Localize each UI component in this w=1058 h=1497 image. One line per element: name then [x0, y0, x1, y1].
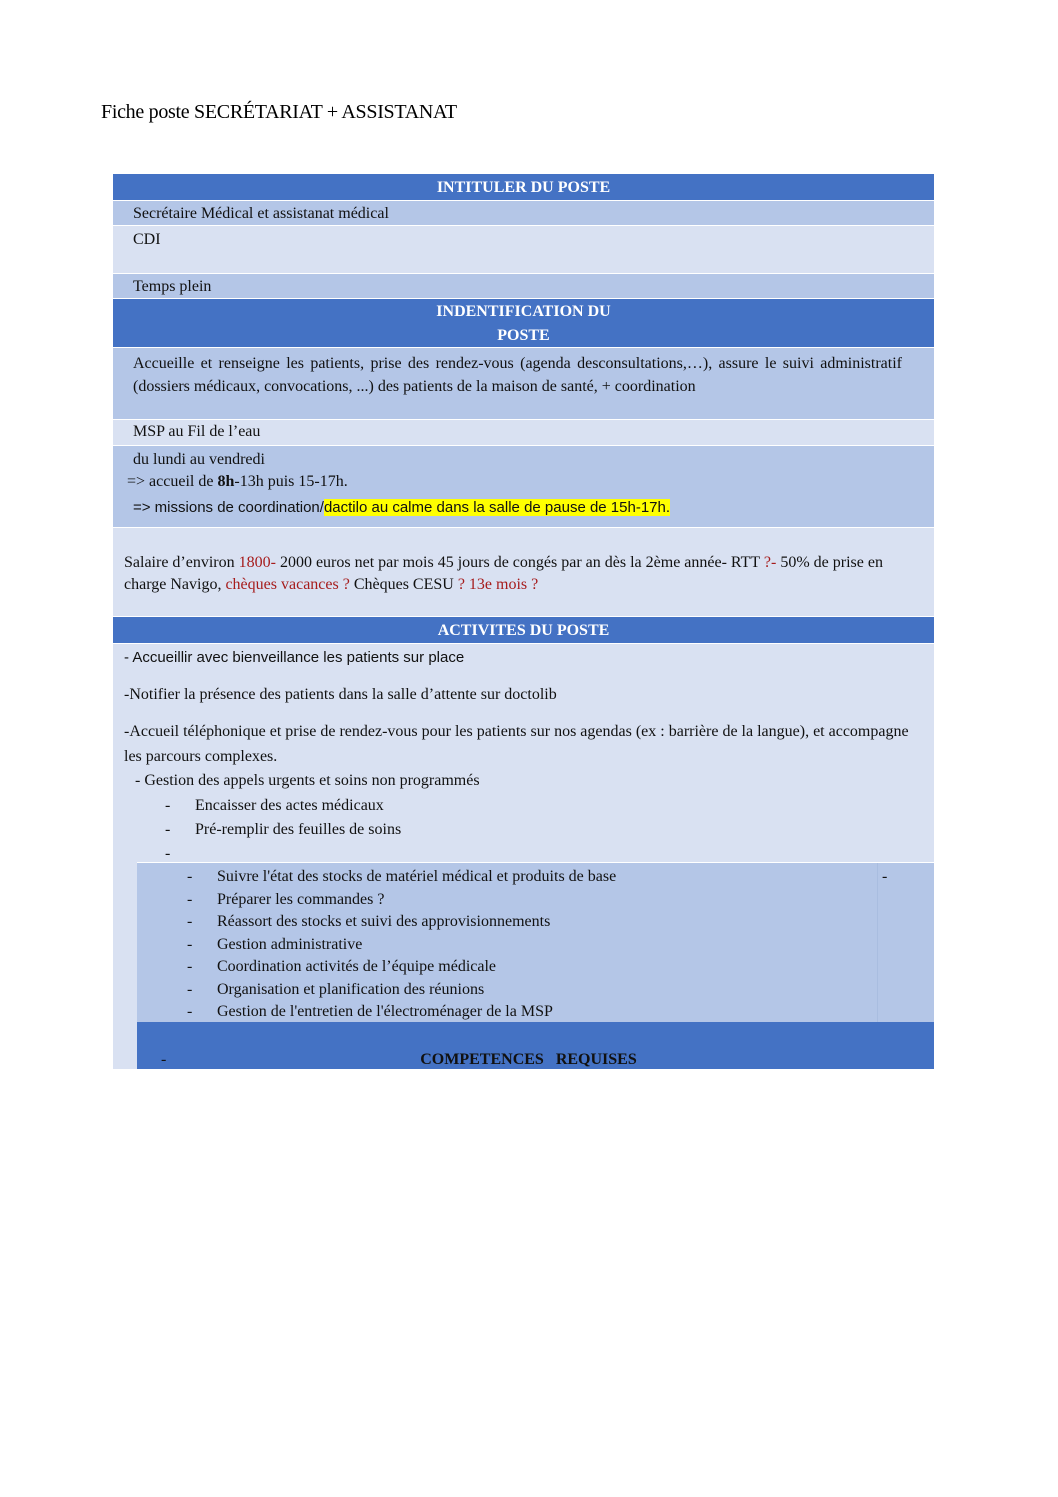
missions-highlight: dactilo au calme dans la salle de pause de 15h-17h.: [323, 499, 671, 516]
dash: -: [187, 935, 193, 953]
inner-item: [187, 979, 616, 1002]
schedule-hours: [127, 471, 934, 493]
inner-column-divider: [877, 863, 878, 1022]
inner-item-label: Organisation et planification des réunions: [217, 980, 485, 998]
salary-p1: Salaire d’environ: [124, 554, 239, 571]
dash: -: [165, 797, 171, 814]
inner-item-label: Réassort des stocks et suivi des approvisionnements: [217, 913, 551, 930]
sub-item-preremplir: [165, 818, 401, 842]
section-header-activites: ACTIVITES DU POSTE: [113, 617, 934, 644]
activities-cell: [113, 644, 934, 1069]
dash: -: [187, 890, 193, 908]
schedule-hours-bold: 8h: [217, 473, 235, 490]
activity-notifier: -Notifier la présence des patients dans la salle d’attente sur doctolib: [124, 686, 557, 703]
document-title: Fiche poste SECRÉTARIAT + ASSISTANAT: [101, 101, 457, 123]
inner-item: [187, 934, 616, 957]
dash: -: [165, 821, 171, 838]
schedule-hours-prefix: => accueil de: [127, 473, 218, 490]
sub-item-encaisser: [165, 794, 384, 818]
contract-cell: CDI: [113, 226, 934, 274]
header-line-1: INDENTIFICATION DU: [436, 303, 611, 320]
inner-item: [187, 866, 616, 889]
activity-accueil-telephonique: -Accueil téléphonique et prise de rendez-vous pour les patients sur nos agendas (ex : barrière de la langue), et accompagne les parcours complexes.: [124, 723, 909, 765]
missions-line: [127, 493, 934, 523]
job-sheet-table: [113, 174, 934, 1069]
missions-prefix: => missions de coordination/: [133, 499, 324, 516]
cesu-13e-mois: ? 13e mois ?: [457, 576, 539, 593]
inner-item: [187, 911, 616, 934]
activity-appels-urgents: - Gestion des appels urgents et soins non programmés: [135, 772, 480, 789]
competences-dash: -: [161, 1051, 167, 1068]
salary-p5: 50% de prise en charge Navigo,: [124, 554, 883, 593]
inner-item: [187, 889, 616, 912]
inner-item-label: Suivre l'état des stocks de matériel médical et produits de base: [217, 868, 617, 885]
inner-item: [187, 956, 616, 979]
sub-item-label: Pré-remplir des feuilles de soins: [195, 821, 402, 838]
empty-dash-item: -: [165, 845, 171, 862]
salary-p7: Chèques CESU: [349, 576, 458, 593]
salary-p3: 2000 euros net par mois 45 jours de congés par an dès la 2ème année- RTT: [275, 554, 764, 571]
job-title-cell: Secrétaire Médical et assistanat médical: [113, 201, 934, 226]
inner-item-label: Coordination activités de l’équipe médicale: [217, 958, 497, 975]
inner-item-label: Gestion administrative: [217, 935, 363, 953]
dash: -: [187, 868, 193, 885]
header-line-2: POSTE: [497, 327, 550, 344]
inner-tasks-table: [137, 862, 934, 1022]
schedule-days: du lundi au vendredi: [133, 451, 265, 468]
dash: -: [187, 1003, 193, 1020]
dash: -: [187, 913, 193, 930]
location-cell: MSP au Fil de l’eau: [113, 420, 934, 446]
inner-right-dash: -: [882, 868, 888, 885]
dash: -: [187, 980, 193, 998]
inner-task-list: [187, 866, 616, 1024]
cheques-vacances: chèques vacances ?: [225, 576, 350, 593]
time-cell: Temps plein: [113, 274, 934, 299]
salary-range-low: 1800-: [238, 554, 276, 571]
inner-item-label: Gestion de l'entretien de l'électroménager de la MSP: [217, 1003, 553, 1020]
activity-accueillir: - Accueillir avec bienveillance les patients sur place: [124, 649, 465, 666]
dash: -: [187, 958, 193, 975]
inner-item-label: Préparer les commandes ?: [217, 890, 385, 908]
schedule-cell: [113, 446, 934, 528]
schedule-hours-suffix: -13h puis 15-17h.: [234, 473, 348, 490]
sub-item-label: Encaisser des actes médicaux: [195, 797, 384, 814]
description-cell: Accueille et renseigne les patients, prise des rendez-vous (agenda desconsultations,…), assure le suivi administratif (dossiers médicaux, convocations, ...) des patients de la maison de santé, + coordination: [113, 348, 934, 420]
section-header-identification: [113, 299, 934, 348]
competences-header-label: COMPETENCES REQUISES: [420, 1051, 637, 1068]
salary-cell: [113, 528, 934, 617]
section-header-competences: [137, 1022, 934, 1069]
section-header-intitule: INTITULER DU POSTE: [113, 174, 934, 201]
inner-item: [187, 1001, 616, 1024]
rtt-question: ?-: [763, 554, 777, 571]
